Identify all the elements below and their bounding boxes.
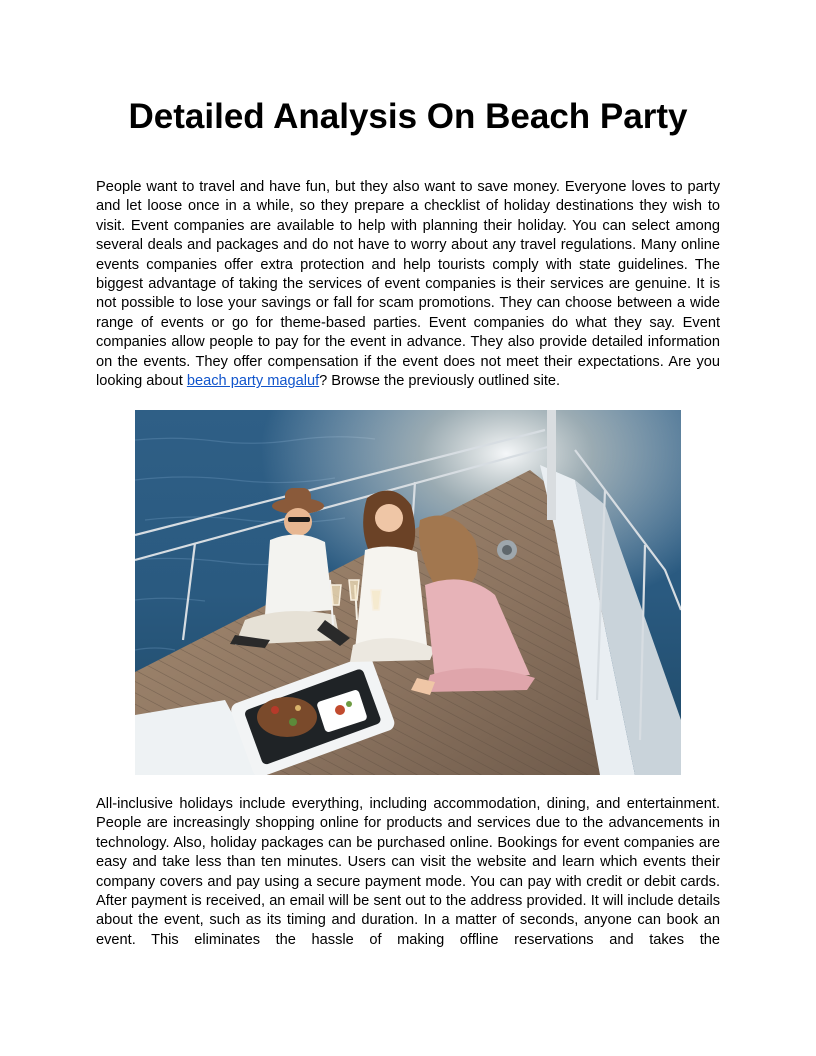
beach-party-magaluf-link[interactable]: beach party magaluf <box>186 373 320 390</box>
details-paragraph: All-inclusive holidays include everything, including accommodation, dining, and entertainment. People are increasingly shopping online for products and services due to the advancements in technology. Also, holiday packages can be purchased online. Bookings for event companies are easy and take less than ten minutes. Users can visit the website and learn which events their company covers and pay using a secure payment mode. You can pay with credit or debit cards. After payment is received, an email will be sent out to the address provided. It will include details about the event, such as its timing and duration. In a matter of seconds, anyone can book an event. This eliminates the hassle of making offline reservations and takes the <box>96 796 720 948</box>
intro-text-end: ? Browse the previously outlined site. <box>319 373 561 390</box>
intro-paragraph <box>96 178 720 391</box>
yacht-party-photo <box>135 410 681 775</box>
page-title: Detailed Analysis On Beach Party <box>128 97 688 136</box>
intro-text: People want to travel and have fun, but they also want to save money. Everyone loves to party and let loose once in a while, so they prepare a checklist of holiday destinations they wish to visit. Event companies are available to help with planning their holiday. You can select among several deals and packages and do not have to worry about any travel regulations. Many online events companies offer extra protection and help tourists comply with state guidelines. The biggest advantage of taking the services of event companies is their services are genuine. It is not possible to lose your savings or fall for scam promotions. They can choose between a wide range of events or go for theme-based parties. Event companies do what they say. Event companies allow people to pay for the event in advance. They also provide detailed information on the events. They offer compensation if the event does not meet their expectations. Are you looking about <box>96 179 720 390</box>
